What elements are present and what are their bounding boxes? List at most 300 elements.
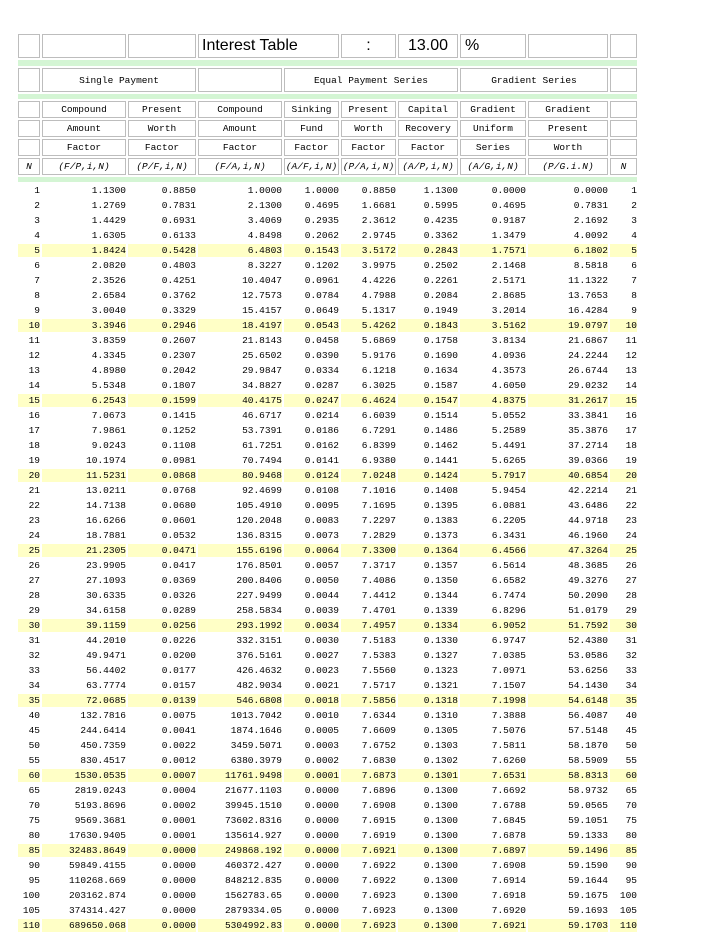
factor-cell: 4.8375 <box>460 394 526 407</box>
factor-cell: 39.0366 <box>568 455 608 466</box>
table-row <box>18 649 637 662</box>
factor-cell: 15.4157 <box>242 305 282 316</box>
factor-cell: 53.6256 <box>568 665 608 676</box>
table-row <box>18 874 637 887</box>
factor-cell: 7.6896 <box>361 785 396 796</box>
factor-cell: 7.9861 <box>91 425 126 436</box>
factor-cell: 0.1357 <box>423 560 458 571</box>
factor-cell: 0.0186 <box>304 425 339 436</box>
factor-cell: 6.0881 <box>491 500 526 511</box>
factor-cell: 0.0334 <box>304 365 339 376</box>
factor-cell: 7.4412 <box>361 590 396 601</box>
factor-cell: 6.8399 <box>361 440 396 451</box>
factor-cell: 0.1300 <box>398 844 458 857</box>
factor-cell: 132.7816 <box>80 710 126 721</box>
factor-cell: 0.1302 <box>423 755 458 766</box>
factor-cell: 0.3329 <box>161 305 196 316</box>
factor-cell: 80.9468 <box>198 469 282 482</box>
factor-cell: 4.8498 <box>247 230 282 241</box>
table-row <box>18 379 637 392</box>
period-cell: 8 <box>631 290 637 301</box>
factor-cell: 0.0000 <box>304 785 339 796</box>
factor-cell: 7.1016 <box>361 485 396 496</box>
period-cell: 31 <box>28 635 40 646</box>
factor-cell: 0.2062 <box>304 230 339 241</box>
table-row <box>18 919 637 932</box>
period-cell: 12 <box>625 350 637 361</box>
factor-cell: 7.6908 <box>361 800 396 811</box>
factor-cell: 0.1321 <box>423 680 458 691</box>
factor-cell: 14.7138 <box>86 500 126 511</box>
factor-cell: 47.3264 <box>528 544 608 557</box>
factor-cell: 6.4624 <box>341 394 396 407</box>
period-cell: 95 <box>625 875 637 886</box>
column-header-label: Amount <box>198 120 282 137</box>
factor-cell: 135614.927 <box>224 830 282 841</box>
factor-cell: 5.9176 <box>361 350 396 361</box>
factor-cell: 7.6692 <box>491 785 526 796</box>
factor-cell: 5.4491 <box>491 440 526 451</box>
factor-cell: 1.0000 <box>304 185 339 196</box>
column-header-label <box>18 120 40 137</box>
period-cell: 19 <box>625 455 637 466</box>
factor-cell: 0.4695 <box>304 200 339 211</box>
factor-cell: 7.6752 <box>361 740 396 751</box>
factor-cell: 0.4251 <box>161 275 196 286</box>
factor-cell: 0.0162 <box>304 440 339 451</box>
factor-cell: 57.5148 <box>568 725 608 736</box>
factor-cell: 3.8134 <box>491 335 526 346</box>
period-cell: 9 <box>34 305 40 316</box>
table-row <box>18 259 637 272</box>
factor-cell: 0.0543 <box>284 319 339 332</box>
table-row <box>18 529 637 542</box>
factor-cell: 24.2244 <box>568 350 608 361</box>
factor-cell: 0.0287 <box>304 380 339 391</box>
factor-cell: 5.9454 <box>491 485 526 496</box>
factor-cell: 5.5348 <box>91 380 126 391</box>
factor-cell: 7.6923 <box>341 919 396 932</box>
period-cell: 20 <box>610 469 637 482</box>
factor-cell: 59.1496 <box>528 844 608 857</box>
factor-cell: 51.0179 <box>568 605 608 616</box>
column-symbol: N <box>18 158 40 175</box>
factor-cell: 16.6266 <box>86 515 126 526</box>
factor-cell: 7.6830 <box>361 755 396 766</box>
factor-cell: 6.7474 <box>491 590 526 601</box>
factor-cell: 29.9847 <box>242 365 282 376</box>
table-row <box>18 889 637 902</box>
factor-cell: 53.0586 <box>568 650 608 661</box>
factor-cell: 0.1300 <box>423 815 458 826</box>
factor-cell: 0.0177 <box>161 665 196 676</box>
column-header-label: Series <box>460 139 526 156</box>
factor-cell: 2819.0243 <box>74 785 126 796</box>
factor-cell: 6.7291 <box>361 425 396 436</box>
factor-cell: 31.2617 <box>528 394 608 407</box>
column-header-label: Factor <box>128 139 196 156</box>
period-cell: 13 <box>625 365 637 376</box>
factor-cell: 0.0000 <box>128 844 196 857</box>
factor-cell: 0.7831 <box>573 200 608 211</box>
factor-cell: 7.6922 <box>361 875 396 886</box>
factor-cell: 2.6584 <box>91 290 126 301</box>
period-cell: 23 <box>28 515 40 526</box>
column-header-label <box>610 139 637 156</box>
factor-cell: 0.0021 <box>304 680 339 691</box>
factor-cell: 2.1468 <box>491 260 526 271</box>
factor-cell: 1.4429 <box>91 215 126 226</box>
factor-cell: 7.6873 <box>341 769 396 782</box>
factor-cell: 0.0073 <box>304 530 339 541</box>
factor-cell: 0.0601 <box>161 515 196 526</box>
period-cell: 105 <box>619 905 637 916</box>
factor-cell: 0.1330 <box>423 635 458 646</box>
factor-cell: 3.0040 <box>91 305 126 316</box>
factor-cell: 4.6050 <box>491 380 526 391</box>
factor-cell: 332.3151 <box>236 635 282 646</box>
factor-cell: 426.4632 <box>236 665 282 676</box>
group-equal-payment-series: Equal Payment Series <box>284 68 458 92</box>
factor-cell: 6.6039 <box>361 410 396 421</box>
factor-cell: 0.0000 <box>161 905 196 916</box>
factor-cell: 49.3276 <box>568 575 608 586</box>
period-cell: 13 <box>28 365 40 376</box>
table-row <box>18 664 637 677</box>
table-row <box>18 229 637 242</box>
factor-cell: 0.0001 <box>161 815 196 826</box>
table-row <box>18 454 637 467</box>
factor-cell: 4.4226 <box>361 275 396 286</box>
factor-cell: 7.6531 <box>460 769 526 782</box>
factor-cell: 9569.3681 <box>74 815 126 826</box>
period-cell: 55 <box>28 755 40 766</box>
factor-cell: 59.0565 <box>568 800 608 811</box>
factor-cell: 6.8296 <box>491 605 526 616</box>
table-row <box>18 199 637 212</box>
period-cell: 60 <box>610 769 637 782</box>
table-row <box>18 754 637 767</box>
factor-cell: 203162.874 <box>68 890 126 901</box>
factor-cell: 482.9034 <box>236 680 282 691</box>
column-symbol: (F/P,i,N) <box>42 158 126 175</box>
factor-cell: 0.5995 <box>423 200 458 211</box>
factor-cell: 0.0057 <box>304 560 339 571</box>
period-cell: 28 <box>28 590 40 601</box>
factor-cell: 92.4699 <box>242 485 282 496</box>
factor-cell: 0.0458 <box>304 335 339 346</box>
factor-cell: 0.3362 <box>423 230 458 241</box>
factor-cell: 6.9052 <box>460 619 526 632</box>
factor-cell: 37.2714 <box>568 440 608 451</box>
factor-cell: 6.9747 <box>491 635 526 646</box>
factor-cell: 0.2607 <box>161 335 196 346</box>
period-cell: 19 <box>28 455 40 466</box>
factor-cell: 6.2543 <box>42 394 126 407</box>
factor-cell: 0.0390 <box>304 350 339 361</box>
factor-cell: 376.5161 <box>236 650 282 661</box>
factor-cell: 0.1350 <box>423 575 458 586</box>
factor-cell: 0.0139 <box>128 694 196 707</box>
factor-cell: 0.0004 <box>161 785 196 796</box>
factor-cell: 2879334.05 <box>224 905 282 916</box>
factor-cell: 1.3479 <box>491 230 526 241</box>
factor-cell: 0.8850 <box>361 185 396 196</box>
factor-cell: 7.6921 <box>460 919 526 932</box>
factor-cell: 0.1395 <box>423 500 458 511</box>
factor-cell: 0.1547 <box>398 394 458 407</box>
factor-cell: 0.0000 <box>161 875 196 886</box>
factor-cell: 7.0971 <box>491 665 526 676</box>
factor-cell: 0.1108 <box>161 440 196 451</box>
factor-cell: 0.1339 <box>423 605 458 616</box>
factor-cell: 4.8980 <box>91 365 126 376</box>
factor-cell: 49.9471 <box>86 650 126 661</box>
period-cell: 30 <box>610 619 637 632</box>
factor-cell: 0.2502 <box>423 260 458 271</box>
column-symbol: (P/G.i.N) <box>528 158 608 175</box>
period-cell: 26 <box>28 560 40 571</box>
factor-cell: 0.0247 <box>284 394 339 407</box>
period-cell: 40 <box>625 710 637 721</box>
factor-cell: 0.0784 <box>304 290 339 301</box>
table-row <box>18 514 637 527</box>
factor-cell: 8.5818 <box>573 260 608 271</box>
table-row <box>18 574 637 587</box>
interest-table <box>16 32 639 934</box>
factor-cell: 7.6788 <box>491 800 526 811</box>
factor-cell: 0.0417 <box>161 560 196 571</box>
factor-cell: 73602.8316 <box>224 815 282 826</box>
factor-cell: 7.3717 <box>361 560 396 571</box>
factor-cell: 7.6920 <box>491 905 526 916</box>
factor-cell: 0.0002 <box>161 800 196 811</box>
factor-cell: 0.0981 <box>161 455 196 466</box>
column-header-label: Uniform <box>460 120 526 137</box>
interest-rate-unit: % <box>460 34 526 58</box>
factor-cell: 7.6918 <box>491 890 526 901</box>
factor-cell: 1.1300 <box>423 185 458 196</box>
factor-cell: 0.0768 <box>161 485 196 496</box>
factor-cell: 2.8685 <box>491 290 526 301</box>
factor-cell: 0.0369 <box>161 575 196 586</box>
factor-cell: 0.1300 <box>423 860 458 871</box>
factor-cell: 0.1373 <box>423 530 458 541</box>
period-cell: 1 <box>631 185 637 196</box>
column-header-label: Factor <box>198 139 282 156</box>
period-cell: 12 <box>28 350 40 361</box>
factor-cell: 0.3762 <box>161 290 196 301</box>
factor-cell: 0.0226 <box>161 635 196 646</box>
period-cell: 65 <box>28 785 40 796</box>
period-cell: 18 <box>28 440 40 451</box>
period-cell: 70 <box>28 800 40 811</box>
factor-cell: 0.1300 <box>423 875 458 886</box>
factor-cell: 0.1415 <box>161 410 196 421</box>
factor-cell: 0.0200 <box>161 650 196 661</box>
factor-cell: 59.1333 <box>568 830 608 841</box>
factor-cell: 59.1675 <box>568 890 608 901</box>
column-header-row-1 <box>18 101 637 118</box>
factor-cell: 9.0243 <box>91 440 126 451</box>
column-header-label: Factor <box>341 139 396 156</box>
factor-cell: 4.3573 <box>491 365 526 376</box>
factor-cell: 7.6914 <box>491 875 526 886</box>
factor-cell: 0.0007 <box>128 769 196 782</box>
factor-cell: 848212.835 <box>224 875 282 886</box>
factor-cell: 244.6414 <box>80 725 126 736</box>
column-header-label <box>18 139 40 156</box>
factor-cell: 35.3876 <box>568 425 608 436</box>
factor-cell: 2.3612 <box>361 215 396 226</box>
factor-cell: 1.2769 <box>91 200 126 211</box>
factor-cell: 1013.7042 <box>230 710 282 721</box>
separator-bar <box>18 94 637 99</box>
factor-cell: 53.7391 <box>242 425 282 436</box>
factor-cell: 7.0248 <box>341 469 396 482</box>
table-row <box>18 484 637 497</box>
factor-cell: 0.1310 <box>423 710 458 721</box>
factor-cell: 0.0095 <box>304 500 339 511</box>
period-cell: 14 <box>625 380 637 391</box>
factor-cell: 0.0003 <box>304 740 339 751</box>
factor-cell: 46.6717 <box>242 410 282 421</box>
group-header-row <box>18 68 637 92</box>
factor-cell: 43.6486 <box>568 500 608 511</box>
blank-cell <box>18 68 40 92</box>
factor-cell: 0.0034 <box>284 619 339 632</box>
column-header-row-2 <box>18 120 637 137</box>
period-cell: 55 <box>625 755 637 766</box>
interest-rate-value: 13.00 <box>398 34 458 58</box>
period-cell: 80 <box>625 830 637 841</box>
factor-cell: 11761.9498 <box>198 769 282 782</box>
period-cell: 33 <box>28 665 40 676</box>
period-cell: 22 <box>625 500 637 511</box>
factor-cell: 0.1424 <box>398 469 458 482</box>
factor-cell: 2.9745 <box>361 230 396 241</box>
factor-cell: 0.0000 <box>284 919 339 932</box>
factor-cell: 0.1202 <box>304 260 339 271</box>
period-cell: 50 <box>625 740 637 751</box>
blank-cell <box>198 68 282 92</box>
column-header-label: Gradient <box>528 101 608 118</box>
factor-cell: 0.0064 <box>284 544 339 557</box>
period-cell: 25 <box>18 544 40 557</box>
factor-cell: 7.6344 <box>361 710 396 721</box>
factor-cell: 3.5172 <box>341 244 396 257</box>
period-cell: 15 <box>610 394 637 407</box>
factor-cell: 7.5560 <box>361 665 396 676</box>
factor-cell: 0.2843 <box>398 244 458 257</box>
period-cell: 4 <box>34 230 40 241</box>
factor-cell: 0.0868 <box>128 469 196 482</box>
period-cell: 4 <box>631 230 637 241</box>
factor-cell: 4.0936 <box>491 350 526 361</box>
factor-cell: 0.0075 <box>161 710 196 721</box>
factor-cell: 21.8143 <box>242 335 282 346</box>
factor-cell: 227.9499 <box>236 590 282 601</box>
period-cell: 2 <box>631 200 637 211</box>
factor-cell: 6.1802 <box>528 244 608 257</box>
factor-cell: 0.0083 <box>304 515 339 526</box>
column-symbol: (P/A,i,N) <box>341 158 396 175</box>
period-cell: 45 <box>28 725 40 736</box>
column-symbol: (P/F,i,N) <box>128 158 196 175</box>
column-header-row-3 <box>18 139 637 156</box>
factor-cell: 0.1300 <box>423 905 458 916</box>
period-cell: 7 <box>34 275 40 286</box>
factor-cell: 54.1430 <box>568 680 608 691</box>
column-header-label: Factor <box>42 139 126 156</box>
period-cell: 7 <box>631 275 637 286</box>
factor-cell: 0.1690 <box>423 350 458 361</box>
column-header-label: Present <box>528 120 608 137</box>
period-cell: 17 <box>28 425 40 436</box>
factor-cell: 3.2014 <box>491 305 526 316</box>
factor-cell: 54.6148 <box>528 694 608 707</box>
column-header-label: Worth <box>528 139 608 156</box>
factor-cell: 5.4262 <box>341 319 396 332</box>
factor-cell: 23.9905 <box>86 560 126 571</box>
period-cell: 90 <box>28 860 40 871</box>
factor-cell: 0.0000 <box>304 815 339 826</box>
period-cell: 75 <box>625 815 637 826</box>
period-cell: 45 <box>625 725 637 736</box>
column-header-label: Worth <box>128 120 196 137</box>
factor-cell: 48.3685 <box>568 560 608 571</box>
factor-cell: 6.4566 <box>460 544 526 557</box>
period-cell: 26 <box>625 560 637 571</box>
period-cell: 6 <box>631 260 637 271</box>
factor-cell: 44.2010 <box>86 635 126 646</box>
period-cell: 6 <box>34 260 40 271</box>
factor-cell: 7.3300 <box>341 544 396 557</box>
column-header-label: Capital <box>398 101 458 118</box>
factor-cell: 5.1317 <box>361 305 396 316</box>
period-cell: 3 <box>34 215 40 226</box>
table-row <box>18 319 637 332</box>
column-header-label: Present <box>128 101 196 118</box>
period-cell: 14 <box>28 380 40 391</box>
table-row <box>18 499 637 512</box>
factor-cell: 0.1300 <box>423 890 458 901</box>
factor-cell: 59.1693 <box>568 905 608 916</box>
blank-cell <box>610 34 637 58</box>
factor-cell: 7.2829 <box>361 530 396 541</box>
factor-cell: 7.6260 <box>491 755 526 766</box>
factor-cell: 0.0022 <box>161 740 196 751</box>
period-cell: 29 <box>625 605 637 616</box>
blank-cell <box>42 34 126 58</box>
separator-bar <box>18 60 637 66</box>
factor-cell: 5.7917 <box>460 469 526 482</box>
factor-cell: 3.9975 <box>361 260 396 271</box>
factor-cell: 1.6681 <box>361 200 396 211</box>
factor-cell: 0.8850 <box>161 185 196 196</box>
table-row <box>18 724 637 737</box>
factor-cell: 7.5383 <box>361 650 396 661</box>
factor-cell: 0.0012 <box>161 755 196 766</box>
table-row <box>18 439 637 452</box>
factor-cell: 7.6908 <box>491 860 526 871</box>
table-row <box>18 559 637 572</box>
factor-cell: 29.0232 <box>568 380 608 391</box>
period-cell: 15 <box>18 394 40 407</box>
column-header-label <box>610 120 637 137</box>
period-cell: 10 <box>18 319 40 332</box>
table-row <box>18 604 637 617</box>
